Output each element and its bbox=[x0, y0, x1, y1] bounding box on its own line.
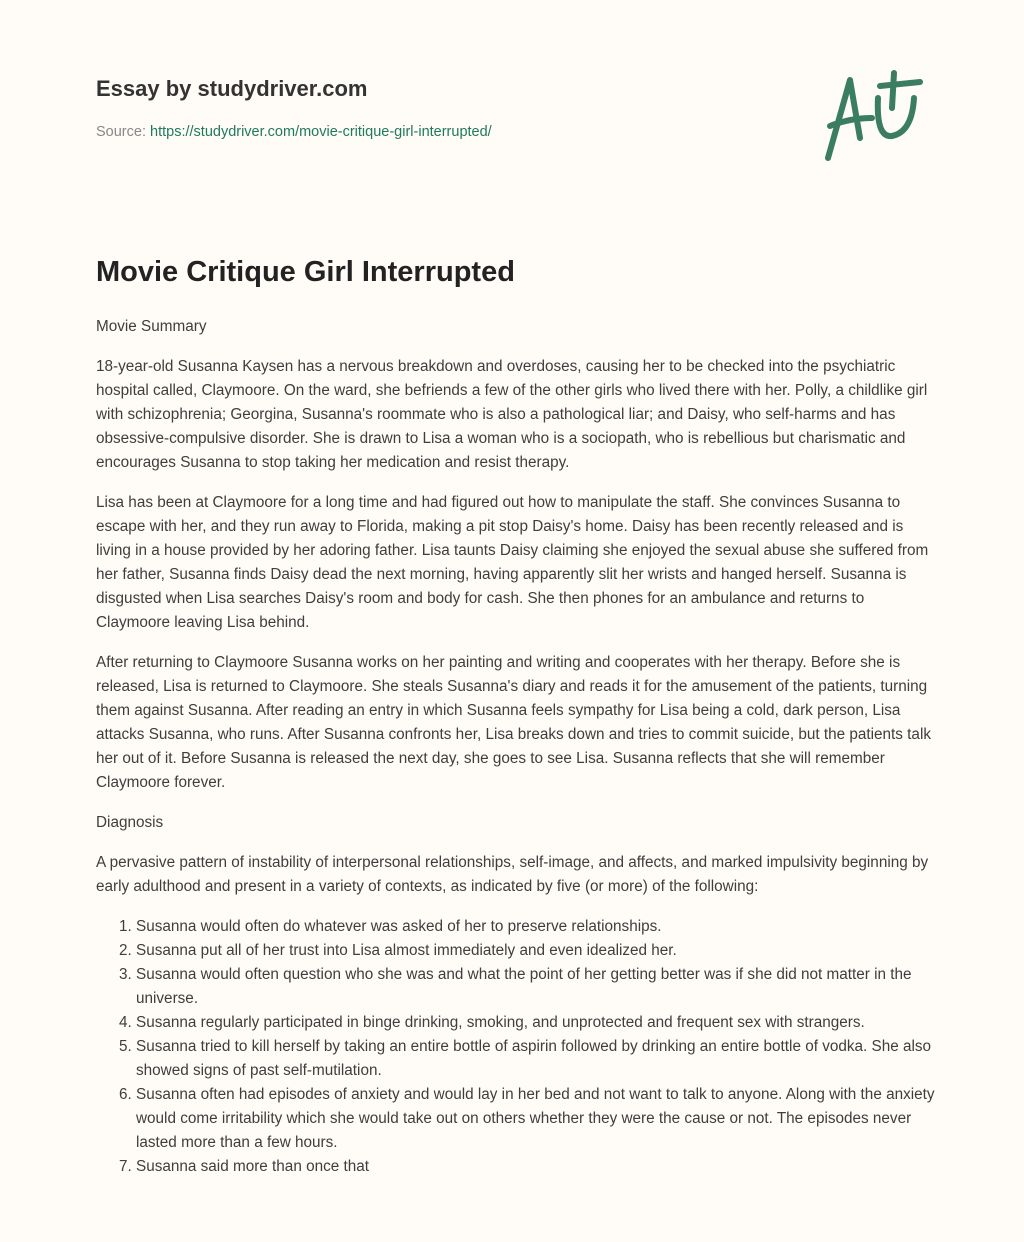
list-item: 2. Susanna put all of her trust into Lisa almost immediately and even idealized her. bbox=[136, 939, 936, 963]
list-item: 7. Susanna said more than once that bbox=[136, 1155, 936, 1179]
criteria-list bbox=[96, 915, 936, 1179]
source-label: Source: bbox=[96, 124, 146, 140]
list-item: 4. Susanna regularly participated in binge drinking, smoking, and unprotected and frequent sex with strangers. bbox=[136, 1011, 936, 1035]
paragraph: A pervasive pattern of instability of interpersonal relationships, self-image, and affects, and marked impulsivity beginning by early adulthood and present in a variety of contexts, as indicated by five (or more) of the following: bbox=[96, 854, 929, 895]
source-link[interactable]: https://studydriver.com/movie-critique-girl-interrupted/ bbox=[150, 124, 492, 140]
list-item: 5. Susanna tried to kill herself by taking an entire bottle of aspirin followed by drinking an entire bottle of vodka. She also showed signs of past self-mutilation. bbox=[136, 1035, 936, 1083]
section-heading: Movie Summary bbox=[96, 318, 207, 335]
a-plus-logo-icon bbox=[820, 68, 930, 168]
paragraph: After returning to Claymoore Susanna works on her painting and writing and cooperates with her therapy. Before she is released, Lisa is returned to Claymoore. She steals Susanna's diary and reads it for the amusement of the patients, turning them against Susanna. After reading an entry in which Susanna feels sympathy for Lisa being a cold, dark person, Lisa attacks Susanna, who runs. After Susanna confronts her, Lisa breaks down and tries to commit suicide, but the patients talk her out of it. Before Susanna is released the next day, she goes to see Lisa. Susanna reflects that she will remember Claymoore forever. bbox=[96, 654, 931, 791]
paragraph: 18-year-old Susanna Kaysen has a nervous breakdown and overdoses, causing her to be checked into the psychiatric hospital called, Claymoore. On the ward, she befriends a few of the other girls who lived there with her. Polly, a childlike girl with schizophrenia; Georgina, Susanna's roommate who is also a pathological liar; and Daisy, who self-harms and has obsessive-compulsive disorder. She is drawn to Lisa a woman who is a sociopath, who is rebellious but charismatic and encourages Susanna to stop taking her medication and resist therapy. bbox=[96, 358, 928, 471]
essay-title: Movie Critique Girl Interrupted bbox=[96, 256, 515, 288]
paragraph: Lisa has been at Claymoore for a long time and had figured out how to manipulate the staff. She convinces Susanna to escape with her, and they run away to Florida, making a pit stop Daisy's home. Daisy has been recently released and is living in a house provided by her adoring father. Lisa taunts Daisy claiming she enjoyed the sexual abuse she suffered from her father, Susanna finds Daisy dead the next morning, having apparently slit her wrists and hanged herself. Susanna is disgusted when Lisa searches Daisy's room and body for cash. She then phones for an ambulance and returns to Claymoore leaving Lisa behind. bbox=[96, 494, 929, 631]
section-heading: Diagnosis bbox=[96, 814, 164, 831]
essay-body bbox=[96, 315, 936, 1179]
list-item: 3. Susanna would often question who she was and what the point of her getting better was if she did not matter in the universe. bbox=[136, 963, 936, 1011]
site-title: Essay by studydriver.com bbox=[96, 76, 368, 101]
list-item: 1. Susanna would often do whatever was asked of her to preserve relationships. bbox=[136, 915, 936, 939]
list-item: 6. Susanna often had episodes of anxiety and would lay in her bed and not want to talk to anyone. Along with the anxiety would come irritability which she would take out on others whether they were the cause or not. The episodes never lasted more than a few hours. bbox=[136, 1083, 936, 1155]
source-line bbox=[96, 124, 492, 140]
